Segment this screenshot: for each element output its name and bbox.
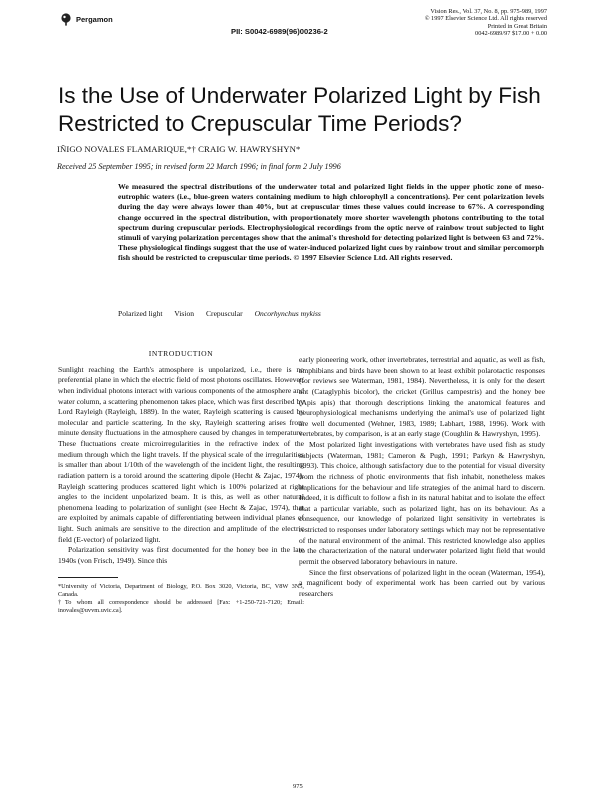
journal-info	[425, 8, 547, 38]
footnote: *University of Victoria, Department of Biology, P.O. Box 3020, Victoria, BC, V8W 3N5, Canada.	[58, 582, 304, 598]
right-column	[299, 355, 545, 599]
keyword: Vision	[174, 309, 195, 318]
publisher-name: Pergamon	[76, 15, 113, 24]
keyword: Oncorhynchus mykiss	[254, 309, 321, 318]
author-list: IÑIGO NOVALES FLAMARIQUE,*† CRAIG W. HAWRYSHYN*	[57, 144, 301, 154]
abstract: We measured the spectral distributions of the underwater total and polarized light fields in the upper photic zone of meso-eutrophic waters (i.e., blue-green waters containing medium to high chlorophyll a concentrations). Per cent polarization levels during the day were always lower than 40%, but at crepuscular times these values could increase to 67%. A corresponding change occurred in the spectral distribution, with proportionately more shorter wavelength photons contributing to the total spectrum during crepuscular periods. Electrophysiological recordings from the optic nerve of rainbow trout subjected to light stimuli of varying polarization percentages show that the animal's threshold for detecting polarized light is between 63 and 72%. These physiological findings suggest that the use of water-induced polarized light cues by rainbow trout and similar percomorph fish should be restricted to crepuscular time periods. © 1997 Elsevier Science Ltd. All rights reserved.	[118, 182, 544, 263]
left-column	[58, 349, 304, 615]
footnotes	[58, 583, 304, 615]
paragraph: early pioneering work, other invertebrates, terrestrial and aquatic, as well as fish, amphibians and birds have been shown to at least exhibit polarotactic responses (for reviews see Waterman, 1981, 1984). Nevertheless, it is only for the desert ant (Cataglyphis bicolor), the cricket (Grillus campestris) and the honey bee (Apis apis) that thorough descriptions linking the anatomical features and neurophysiological mechanisms underlying the animal's use of polarized light are well documented (Wehner, 1983, 1989; Labhart, 1988, 1996). Work with vertebrates, by comparison, is at an early stage (Coughlin & Hawryshyn, 1995).	[299, 355, 545, 439]
pii-code: PII: S0042-6989(96)00236-2	[231, 27, 328, 36]
keywords	[118, 309, 331, 318]
received-dates: Received 25 September 1995; in revised form 22 March 1996; in final form 2 July 1996	[57, 162, 341, 171]
paragraph: Sunlight reaching the Earth's atmosphere is unpolarized, i.e., there is no preferential plane in which the electric field of most photons oscillates. However, when individual photons interact with various components of the atmosphere and water column, a scattering phenomenon takes place, which was first described by Lord Rayleigh (Rayleigh, 1889). In the water, Rayleigh scattering is caused by molecular and particle scattering. In the sky, Rayleigh scattering arises from minute density fluctuations in the atmosphere caused by changes in temperature. These fluctuations create microirregularities in the refractive index of the medium through which the light travels. If the physical scale of the irregularities is smaller than about 1/10th of the wavelength of the incident light, the resulting radiation pattern is a toroid around the scattering dipole (Hecht & Zajac, 1974). Rayleigh scattering produces scattered light which is 100% polarized at right angles to the incident unpolarized beam. It is this, as well as other natural phenomena leading to polarization of sunlight (see Hecht & Zajac, 1974), that are exploited by animals capable of differentiating between individual planes of light. Such animals are sensitive to the direction and amplitude of the electric field (E-vector) of polarized light.	[58, 364, 304, 544]
page-number: 975	[293, 783, 303, 790]
journal-line: Printed in Great Britain	[487, 22, 547, 30]
keyword: Polarized light	[118, 309, 163, 318]
footnote: †To whom all correspondence should be addressed [Fax: +1-250-721-7120; Email: inovales@uvvm.uvic.ca].	[58, 598, 304, 614]
journal-line: Vision Res., Vol. 37, No. 8, pp. 975-989, 1997	[430, 8, 547, 15]
keyword: Crepuscular	[205, 309, 243, 318]
footnote-divider	[58, 577, 118, 578]
paragraph: Most polarized light investigations with vertebrates have used fish as study subjects (Waterman, 1981; Cameron & Pugh, 1991; Parkyn & Hawryshyn, 1993). This choice, although satisfactory due to the potential for visual diversity from the richness of photic environments that fish inhabit, nonetheless makes implications for the behaviour and life strategies of the animal hard to discern. Indeed, it is difficult to follow a fish in its natural habitat and to isolate the effect that a particular variable, such as polarized light, has on its behaviour. As a consequence, our knowledge of polarized light sensitivity in vertebrates is restricted to responses under laboratory settings which may not be representative of the natural environment of the animal. This restricted knowledge also applies to the characterization of the natural underwater polarized light field that would permit the observed laboratory behaviours in nature.	[299, 440, 545, 566]
section-heading: INTRODUCTION	[148, 349, 214, 358]
title-line: Restricted to Crepuscular Time Periods?	[58, 111, 462, 136]
journal-line: 0042-6989/97 $17.00 + 0.00	[475, 30, 547, 38]
journal-line: © 1997 Elsevier Science Ltd. All rights reserved	[424, 15, 547, 23]
paragraph: Polarization sensitivity was first documented for the honey bee in the late 1940s (von Frisch, 1949). Since this	[58, 545, 304, 565]
tree-logo-icon	[60, 13, 72, 26]
paragraph: Since the first observations of polarized light in the ocean (Waterman, 1954), a magnificent body of experimental work has been carried out by various researchers	[299, 567, 545, 598]
article-title	[58, 82, 558, 138]
title-line: Is the Use of Underwater Polarized Light by Fish	[58, 83, 541, 108]
publisher-logo	[60, 13, 113, 26]
